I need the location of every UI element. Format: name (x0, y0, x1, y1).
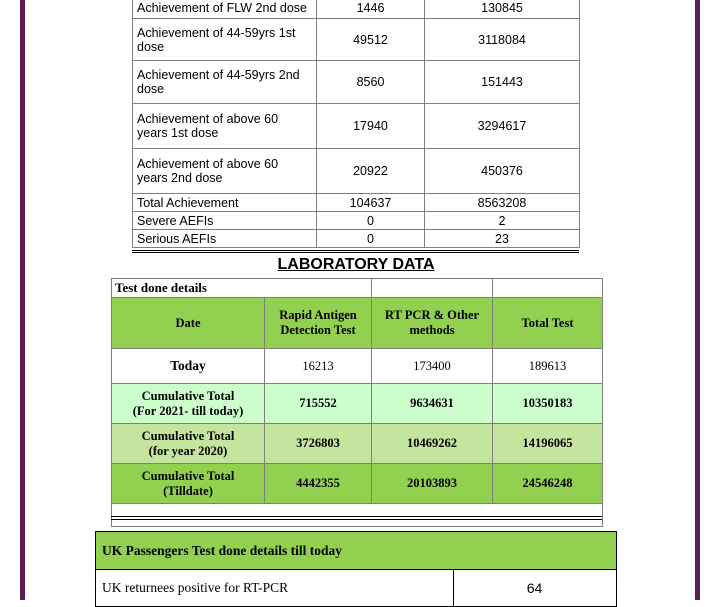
row-label: Achievement of above 60 years 1st dose (133, 104, 317, 149)
vaccination-table (132, 0, 580, 248)
table-divider (132, 250, 579, 253)
row-label: Achievement of above 60 years 2nd dose (133, 149, 317, 194)
column-header: RT PCR & Other methods (372, 298, 493, 349)
today-value: 0 (317, 212, 425, 230)
row-label (112, 424, 265, 464)
empty-cell (493, 279, 603, 298)
row-label-line: (For 2021- till today) (132, 403, 244, 418)
row-label: Total Achievement (133, 194, 317, 212)
uk-passengers-table (95, 531, 617, 607)
row-label: Today (112, 349, 265, 384)
table-row (133, 19, 580, 61)
rapid-value: 16213 (265, 349, 372, 384)
row-label-line: (Tilldate) (163, 483, 213, 498)
table-row (112, 464, 603, 504)
table-row (112, 349, 603, 384)
rapid-value: 715552 (265, 384, 372, 424)
table-title: UK Passengers Test done details till today (96, 532, 617, 570)
rapid-value: 4442355 (265, 464, 372, 504)
rtpcr-value: 173400 (372, 349, 493, 384)
table-row (133, 104, 580, 149)
row-value: 64 (454, 570, 617, 607)
row-label: UK returnees positive for RT-PCR (96, 570, 454, 607)
empty-cell (372, 279, 493, 298)
total-value: 10350183 (493, 384, 603, 424)
row-label: Serious AEFIs (133, 230, 317, 248)
cumulative-value: 23 (425, 230, 580, 248)
today-value: 104637 (317, 194, 425, 212)
cumulative-value: 3294617 (425, 104, 580, 149)
today-value: 20922 (317, 149, 425, 194)
cumulative-value: 130845 (425, 0, 580, 19)
row-label-line: Cumulative Total (141, 388, 235, 403)
table-caption-row (112, 279, 603, 298)
table-header-row (112, 298, 603, 349)
total-value: 189613 (493, 349, 603, 384)
table-row (133, 61, 580, 104)
table-row (133, 194, 580, 212)
table-row (133, 0, 580, 19)
table-row (112, 424, 603, 464)
column-header: Rapid Antigen Detection Test (265, 298, 372, 349)
rtpcr-value: 20103893 (372, 464, 493, 504)
table-spacer-row (112, 504, 603, 527)
row-label: Achievement of 44-59yrs 1st dose (133, 19, 317, 61)
cumulative-value: 8563208 (425, 194, 580, 212)
today-value: 0 (317, 230, 425, 248)
table-row (133, 212, 580, 230)
row-label: Achievement of FLW 2nd dose (133, 0, 317, 19)
cumulative-value: 450376 (425, 149, 580, 194)
cumulative-value: 151443 (425, 61, 580, 104)
rtpcr-value: 9634631 (372, 384, 493, 424)
row-label (112, 464, 265, 504)
table-header-row (96, 532, 617, 570)
table-row (133, 149, 580, 194)
cumulative-value: 2 (425, 212, 580, 230)
cumulative-value: 3118084 (425, 19, 580, 61)
row-label-line: Cumulative Total (141, 428, 235, 443)
table-caption: Test done details (112, 279, 372, 298)
table-row (112, 384, 603, 424)
table-divider (111, 516, 602, 520)
row-label-line: Cumulative Total (141, 468, 235, 483)
laboratory-table (111, 278, 603, 527)
total-value: 24546248 (493, 464, 603, 504)
rtpcr-value: 10469262 (372, 424, 493, 464)
row-label (112, 384, 265, 424)
column-header: Total Test (493, 298, 603, 349)
table-row (96, 570, 617, 607)
table-row (133, 230, 580, 248)
row-label: Severe AEFIs (133, 212, 317, 230)
column-header: Date (112, 298, 265, 349)
today-value: 49512 (317, 19, 425, 61)
today-value: 1446 (317, 0, 425, 19)
total-value: 14196065 (493, 424, 603, 464)
empty-cell (112, 504, 603, 527)
page-border-left (20, 0, 25, 600)
today-value: 17940 (317, 104, 425, 149)
row-label: Achievement of 44-59yrs 2nd dose (133, 61, 317, 104)
section-title: LABORATORY DATA (277, 256, 435, 273)
today-value: 8560 (317, 61, 425, 104)
row-label-line: (for year 2020) (148, 443, 228, 458)
page-border-right (695, 0, 700, 600)
rapid-value: 3726803 (265, 424, 372, 464)
